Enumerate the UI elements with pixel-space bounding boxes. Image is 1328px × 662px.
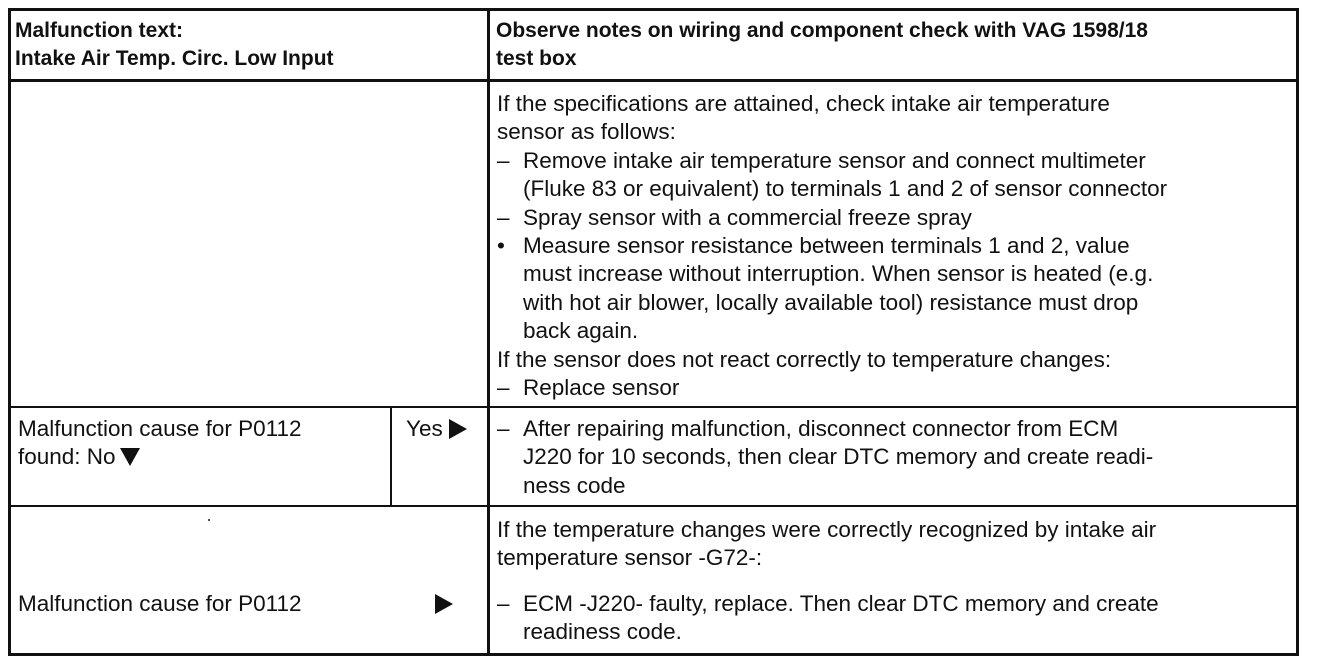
header-right-line2: test box — [496, 47, 577, 71]
line-text: back again. — [523, 318, 639, 344]
text-line — [497, 618, 1159, 646]
no-label: found: No — [18, 444, 116, 470]
line-text: ness code — [523, 472, 626, 498]
table-border-bottom — [8, 653, 1299, 656]
text-line — [497, 90, 1167, 118]
scan-speck — [208, 519, 210, 521]
ecm-replace-instructions — [497, 590, 1159, 647]
right-triangle-arrow-icon — [449, 419, 467, 439]
dash-marker: – — [497, 204, 510, 230]
column-divider — [487, 8, 490, 656]
malfunction-cause-label — [18, 590, 302, 618]
question-line1: Malfunction cause for P0112 — [18, 416, 302, 441]
question-line2 — [18, 443, 302, 471]
text-line — [497, 516, 1156, 544]
line-text: After repairing malfunction, disconnect connector from ECM — [523, 416, 1119, 441]
down-triangle-arrow-icon — [120, 448, 140, 466]
line-text: Replace sensor — [523, 374, 680, 400]
malfunction-text-header — [15, 17, 334, 74]
line-text: If the specifications are attained, check intake air temperature — [497, 91, 1110, 116]
list-item — [497, 232, 1167, 260]
line-text: Spray sensor with a commercial freeze spray — [523, 204, 972, 230]
text-line — [497, 289, 1167, 317]
right-triangle-arrow-icon — [435, 594, 453, 614]
yes-label: Yes — [406, 416, 443, 441]
line-text: readiness code. — [523, 619, 682, 645]
list-item — [497, 415, 1153, 443]
text-line — [497, 346, 1167, 374]
line-text: temperature sensor -G72-: — [497, 545, 763, 571]
row3-arrow — [435, 590, 453, 618]
notes-header — [496, 17, 1148, 74]
yes-branch — [406, 415, 467, 443]
header-left-line2: Intake Air Temp. Circ. Low Input — [15, 47, 334, 71]
text-line — [497, 118, 1167, 146]
table-border-left — [8, 8, 11, 656]
table-border-top — [8, 8, 1298, 11]
temperature-recognized-note — [497, 516, 1156, 573]
list-item — [497, 147, 1167, 175]
list-item — [497, 374, 1167, 402]
table-border-right — [1296, 8, 1299, 656]
sensor-check-procedure — [497, 90, 1167, 402]
header-right-line1: Observe notes on wiring and component check with VAG 1598/18 — [496, 19, 1148, 42]
row1-rule — [8, 406, 1299, 408]
list-item — [497, 204, 1167, 232]
cause-label-text: Malfunction cause for P0112 — [18, 591, 302, 616]
malfunction-found-question — [18, 415, 302, 472]
repair-instructions — [497, 415, 1153, 500]
line-text: must increase without interruption. When sensor is heated (e.g. — [523, 261, 1154, 287]
dash-marker: – — [497, 374, 510, 400]
dash-marker: – — [497, 591, 510, 616]
line-text: Remove intake air temperature sensor and connect multimeter — [523, 147, 1146, 173]
line-text: (Fluke 83 or equivalent) to terminals 1 and 2 of sensor connector — [523, 176, 1168, 202]
text-line — [497, 317, 1167, 345]
text-line — [497, 472, 1153, 500]
line-text: Measure sensor resistance between terminals 1 and 2, value — [523, 232, 1130, 258]
text-line — [497, 260, 1167, 288]
dash-marker: – — [497, 416, 510, 441]
text-line — [497, 443, 1153, 471]
row2-rule — [8, 505, 1299, 507]
header-rule — [8, 79, 1299, 82]
line-text: J220 for 10 seconds, then clear DTC memory and create readi- — [523, 444, 1154, 470]
header-left-line1: Malfunction text: — [15, 19, 183, 42]
line-text: with hot air blower, locally available tool) resistance must drop — [523, 289, 1139, 315]
dash-marker: – — [497, 147, 510, 173]
list-item — [497, 590, 1159, 618]
text-line — [497, 175, 1167, 203]
bullet-marker: • — [497, 232, 505, 258]
line-text: sensor as follows: — [497, 119, 676, 145]
yes-divider — [390, 406, 392, 506]
line-text: ECM -J220- faulty, replace. Then clear DTC memory and create — [523, 591, 1159, 616]
line-text: If the temperature changes were correctly recognized by intake air — [497, 517, 1157, 542]
line-text: If the sensor does not react correctly to temperature changes: — [497, 346, 1112, 372]
text-line — [497, 544, 1156, 572]
